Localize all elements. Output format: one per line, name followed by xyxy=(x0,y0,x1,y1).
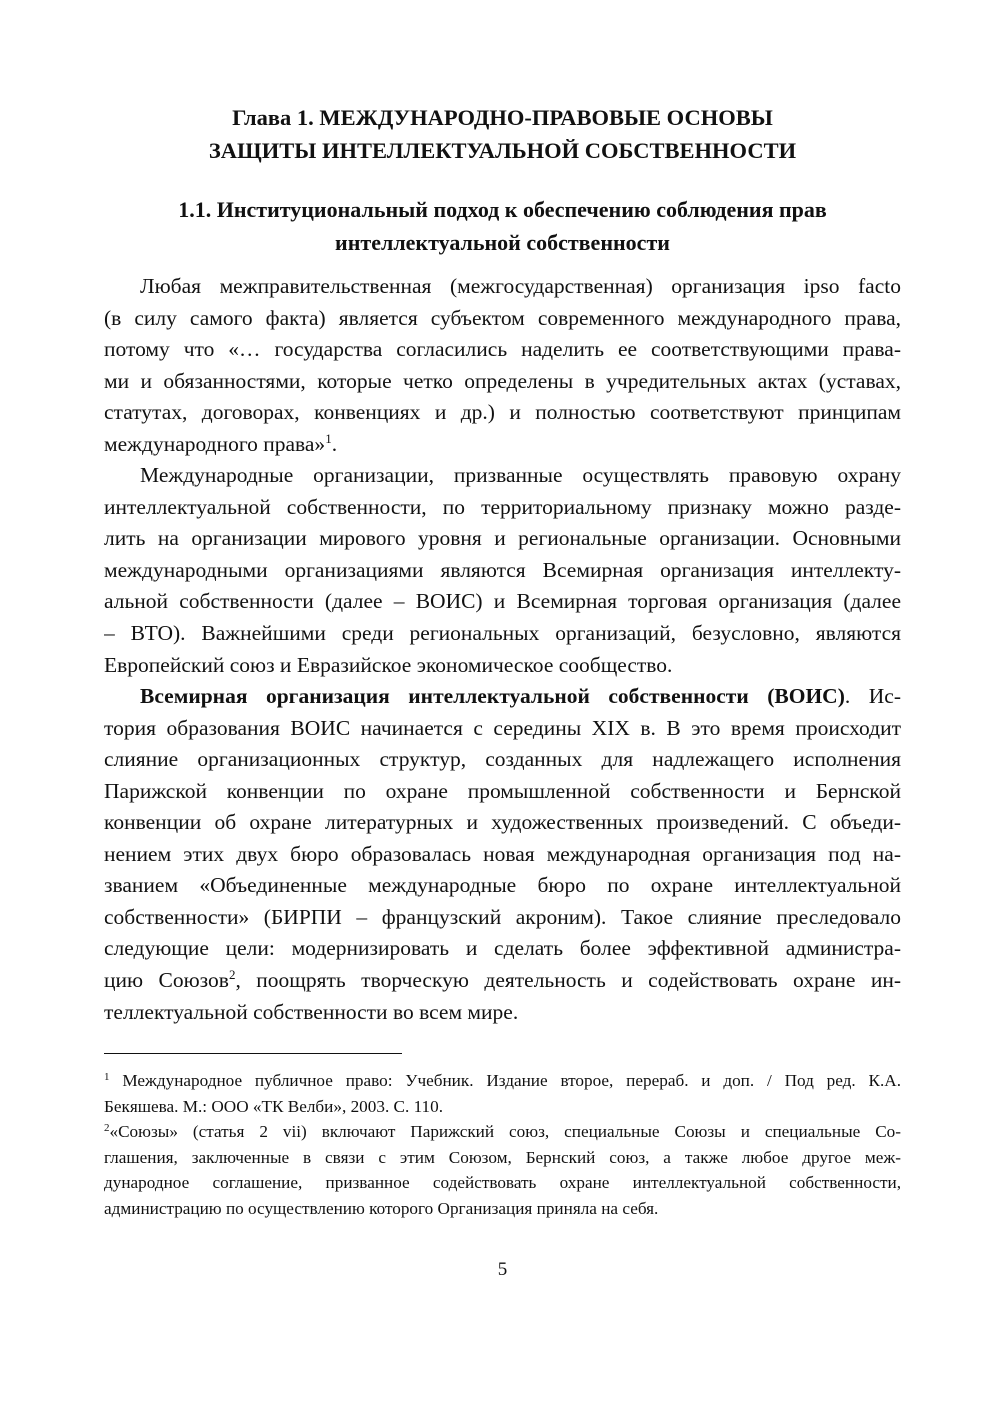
text-line: слияние организационных структур, созданных для надлежащего исполнения xyxy=(104,747,901,772)
section-title xyxy=(100,193,905,259)
footnote-2 xyxy=(104,1119,901,1221)
text-line: потому что «… государства согласились наделить ее соответствующими права- xyxy=(104,337,901,362)
section-title-line: 1.1. Институциональный подход к обеспечению соблюдения прав xyxy=(178,197,827,222)
text-line xyxy=(104,429,901,461)
text-line: Парижской конвенции по охране промышленной собственности и Бернской xyxy=(104,778,901,803)
text-line: интеллектуальной собственности, по территориальному признаку можно разде- xyxy=(104,494,901,519)
footnote-line: Бекяшева. М.: ООО «ТК Велби», 2003. С. 110. xyxy=(104,1096,444,1116)
footnote-ref-2[interactable]: 2 xyxy=(228,967,236,983)
footnote-mark-2: 2 xyxy=(104,1122,110,1134)
text-line: нением этих двух бюро образовалась новая международная организация под на- xyxy=(104,841,901,866)
footnote-line: глашения, заключенные в связи с этим Союзом, Бернский союз, а также любое другое меж- xyxy=(104,1147,901,1167)
footnotes xyxy=(104,1068,901,1221)
text-line: теллектуальной собственности во всем мире. xyxy=(104,999,519,1024)
text-line: – ВТО). Важнейшими среди региональных организаций, безусловно, являются xyxy=(104,621,901,646)
bold-lead: Всемирная организация интеллектуальной собственности (ВОИС) xyxy=(140,684,845,709)
text-fragment: Международное публичное право: Учебник. Издание второе, перераб. и доп. / Под ред. К.А. xyxy=(109,1071,901,1090)
text-line: ми и обязанностями, которые четко определены в учредительных актах (уставах, xyxy=(104,368,901,393)
text-fragment: , поощрять творческую деятельность и содействовать охране ин- xyxy=(235,968,901,993)
paragraph-2 xyxy=(104,460,901,681)
footnote-line xyxy=(104,1068,901,1094)
text-fragment: международного права» xyxy=(104,431,326,456)
text-line xyxy=(104,681,901,713)
text-line: Любая межправительственная (межгосударственная) организация ipso facto xyxy=(140,274,901,298)
paragraph-3 xyxy=(104,681,901,1028)
paragraph-1 xyxy=(104,271,901,460)
footnote-line: администрацию по осуществлению которого Организация приняла на себя. xyxy=(104,1198,659,1218)
section-title-line: интеллектуальной собственности xyxy=(335,230,670,255)
footnote-line xyxy=(104,1119,901,1145)
text-line: Европейский союз и Евразийское экономическое сообщество. xyxy=(104,652,673,677)
text-line: званием «Объединенные международные бюро по охране интеллектуальной xyxy=(104,873,901,898)
text-fragment: «Союзы» (статья 2 vii) включают Парижский союз, специальные Союзы и специальные Со- xyxy=(109,1122,901,1141)
footnote-line: дународное соглашение, призванное содействовать охране интеллектуальной собственности, xyxy=(104,1173,901,1192)
page-number: 5 xyxy=(497,1259,508,1280)
text-line: лить на организации мирового уровня и региональные организации. Основными xyxy=(104,526,901,551)
text-line: альной собственности (далее – ВОИС) и Всемирная торговая организация (далее xyxy=(104,589,901,614)
text-line: Международные организации, призванные осуществлять правовую охрану xyxy=(140,463,901,488)
text-line xyxy=(104,965,901,997)
body-text xyxy=(104,271,901,1028)
text-fragment: цию Союзов xyxy=(104,968,229,993)
text-line: следующие цели: модернизировать и сделать более эффективной администра- xyxy=(104,936,901,961)
text-fragment: . xyxy=(331,431,338,456)
chapter-title-line: Глава 1. МЕЖДУНАРОДНО-ПРАВОВЫЕ ОСНОВЫ xyxy=(232,105,773,130)
footnote-divider xyxy=(104,1053,402,1054)
text-line: (в силу самого факта) является субъектом современного международного права, xyxy=(104,305,901,330)
footnote-mark-1: 1 xyxy=(104,1071,110,1083)
chapter-title xyxy=(100,101,905,167)
footnote-1 xyxy=(104,1068,901,1119)
text-line: тория образования ВОИС начинается с середины XIX в. В это время происходит xyxy=(104,715,901,740)
text-line: международными организациями являются Всемирная организация интеллекту- xyxy=(104,557,901,582)
text-line: статутах, договорах, конвенциях и др.) и полностью соответствуют принципам xyxy=(104,400,901,425)
footnote-ref-1[interactable]: 1 xyxy=(325,430,332,446)
text-fragment: . Ис- xyxy=(844,684,901,709)
text-line: конвенции об охране литературных и художественных произведений. С объеди- xyxy=(104,810,901,835)
chapter-title-line: ЗАЩИТЫ ИНТЕЛЛЕКТУАЛЬНОЙ СОБСТВЕННОСТИ xyxy=(208,138,797,163)
text-line: собственности» (БИРПИ – французский акроним). Такое слияние преследовало xyxy=(104,904,901,929)
